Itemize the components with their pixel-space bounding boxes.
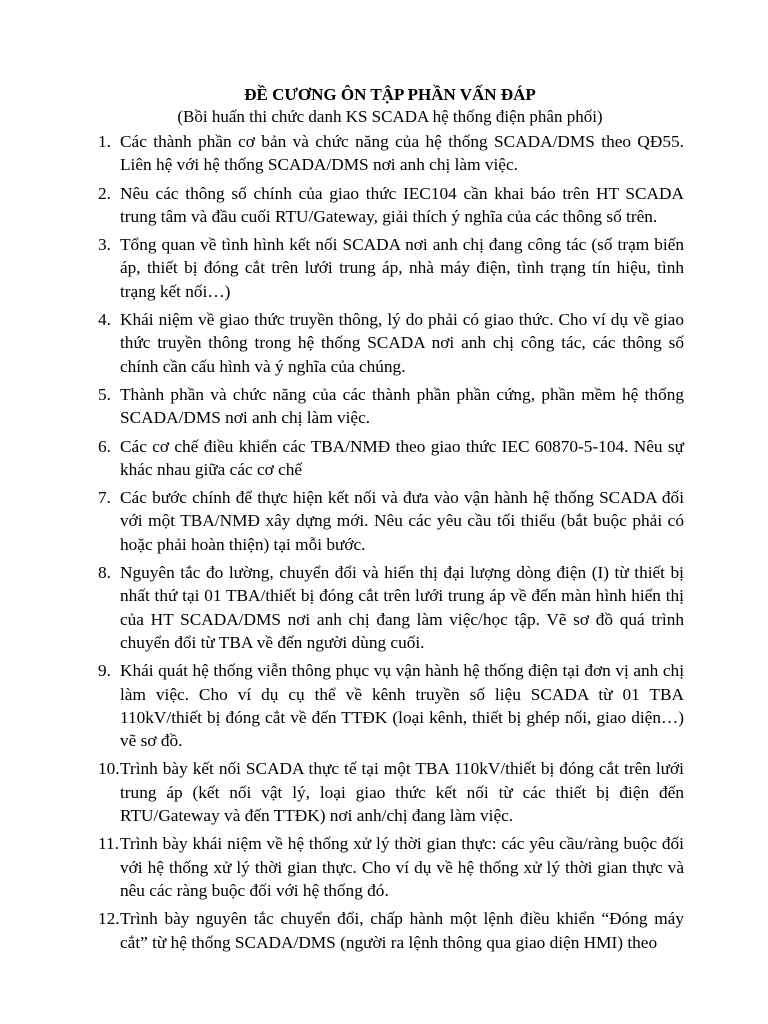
question-number: 9. xyxy=(98,661,111,681)
question-number: 11. xyxy=(98,834,119,854)
question-text: Thành phần và chức năng của các thành phần phần cứng, phần mềm hệ thống SCADA/DMS nơi anh chị làm việc. xyxy=(120,384,684,428)
question-number: 5. xyxy=(98,384,111,404)
question-text: Tổng quan về tình hình kết nối SCADA nơi anh chị đang công tác (số trạm biến áp, thiết bị đóng cắt trên lưới trung áp, nhà máy điện, tình trạng tín hiệu, tình trạng kết nối…) xyxy=(120,235,684,301)
question-text: Trình bày kết nối SCADA thực tế tại một TBA 110kV/thiết bị đóng cắt trên lưới trung áp (kết nối vật lý, loại giao thức kết nối từ các thiết bị điện đến RTU/Gateway và đến TTĐK) nơi anh/chị đang làm việc. xyxy=(120,759,684,826)
question-item-12 xyxy=(96,907,684,954)
question-number: 3. xyxy=(98,235,111,255)
question-item-7 xyxy=(96,486,684,556)
question-text: Trình bày khái niệm về hệ thống xử lý thời gian thực: các yêu cầu/ràng buộc đối với hệ thống xử lý thời gian thực. Cho ví dụ về hệ thống xử lý thời gian thực và nêu các ràng buộc đối với hệ thống đó. xyxy=(120,834,684,900)
question-item-11 xyxy=(96,832,684,902)
question-text: Các thành phần cơ bản và chức năng của hệ thống SCADA/DMS theo QĐ55. Liên hệ với hệ thống SCADA/DMS nơi anh chị làm việc. xyxy=(120,132,684,175)
question-number: 8. xyxy=(98,563,111,583)
question-item-3 xyxy=(96,233,684,303)
question-item-9 xyxy=(96,659,684,752)
question-number: 2. xyxy=(98,183,111,203)
question-item-1 xyxy=(96,130,684,177)
question-item-6 xyxy=(96,435,684,482)
question-number: 12. xyxy=(98,909,120,929)
question-number: 10. xyxy=(98,759,120,779)
question-text: Trình bày nguyên tắc chuyển đổi, chấp hành một lệnh điều khiển “Đóng máy cắt” từ hệ thống SCADA/DMS (người ra lệnh thông qua giao diện HMI) theo xyxy=(120,909,684,952)
question-text: Các cơ chế điều khiển các TBA/NMĐ theo giao thức IEC 60870-5-104. Nêu sự khác nhau giữa các cơ chế xyxy=(120,436,684,479)
document-subtitle: (Bồi huấn thi chức danh KS SCADA hệ thống điện phân phối) xyxy=(177,107,603,126)
question-text: Nêu các thông số chính của giao thức IEC104 cần khai báo trên HT SCADA trung tâm và đầu cuối RTU/Gateway, giải thích ý nghĩa của các thông số trên. xyxy=(120,183,684,226)
question-text: Các bước chính để thực hiện kết nối và đưa vào vận hành hệ thống SCADA đối với một TBA/NMĐ xây dựng mới. Nêu các yêu cầu tối thiểu (bắt buộc phải có hoặc phải hoàn thiện) tại mỗi bước. xyxy=(120,488,684,554)
question-text: Khái niệm về giao thức truyền thông, lý do phải có giao thức. Cho ví dụ về giao thức truyền thông trong hệ thống SCADA nơi anh chị công tác, các thông số chính cần cấu hình và ý nghĩa của chúng. xyxy=(120,310,684,376)
question-number: 7. xyxy=(98,488,111,508)
question-item-4 xyxy=(96,308,684,378)
question-number: 1. xyxy=(98,132,111,151)
question-item-10 xyxy=(96,757,684,827)
question-item-8 xyxy=(96,561,684,654)
document-title: ĐỀ CƯƠNG ÔN TẬP PHẦN VẤN ĐÁP xyxy=(244,85,536,104)
question-item-5 xyxy=(96,383,684,430)
question-text: Khái quát hệ thống viễn thông phục vụ vận hành hệ thống điện tại đơn vị anh chị làm việc. Cho ví dụ cụ thể về kênh truyền số liệu SCADA từ 01 TBA 110kV/thiết bị đóng cắt về đến TTĐK (loại kênh, thiết bị ghép nối, giao diện…) vẽ sơ đồ. xyxy=(120,661,684,751)
question-item-2 xyxy=(96,182,684,229)
question-number: 4. xyxy=(98,310,111,330)
question-list xyxy=(96,130,684,954)
question-number: 6. xyxy=(98,436,111,456)
question-text: Nguyên tắc đo lường, chuyển đổi và hiển thị đại lượng dòng điện (I) từ thiết bị nhất thứ tại 01 TBA/thiết bị đóng cắt trên lưới trung áp về đến màn hình hiển thị của HT SCADA/DMS nơi anh chị đang làm việc/học tập. Vẽ sơ đồ quá trình chuyển đổi từ TBA về đến người dùng cuối. xyxy=(120,563,684,652)
